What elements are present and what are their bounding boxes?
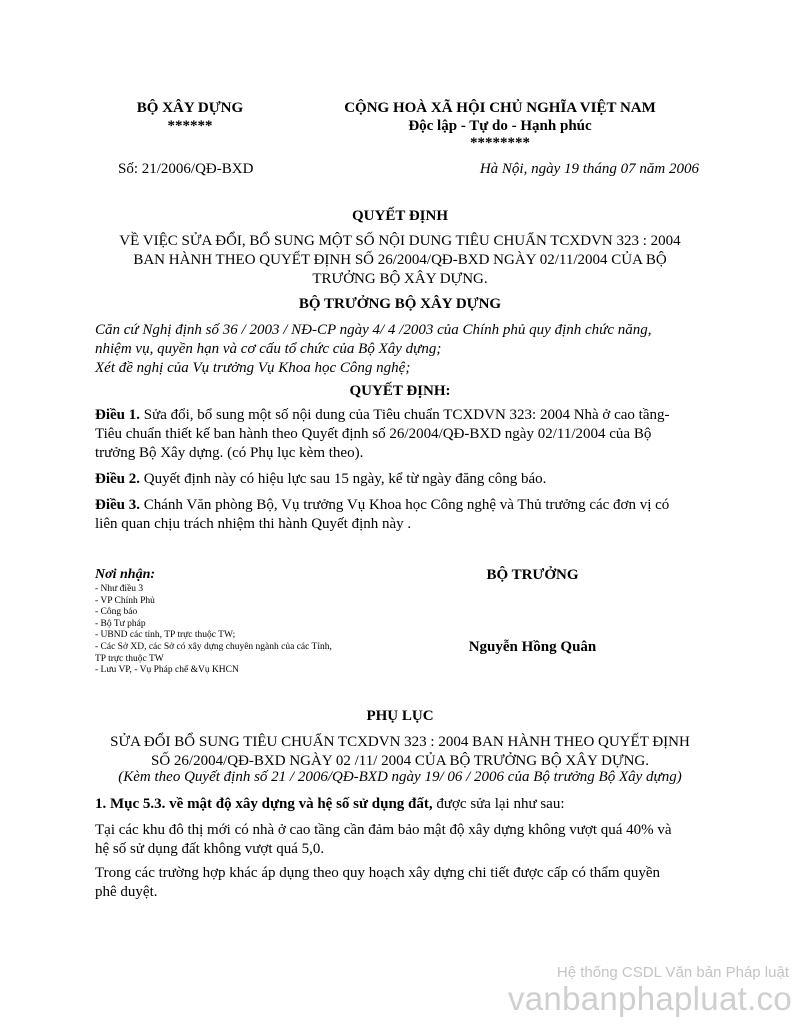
appendix-subtitle-line: SỬA ĐỔI BỔ SUNG TIÊU CHUẨN TCXDVN 323 : 2004 BAN HÀNH THEO QUYẾT ĐỊNH xyxy=(110,734,690,750)
decides-heading: QUYẾT ĐỊNH: xyxy=(349,383,451,399)
legal-basis xyxy=(95,321,715,378)
appendix-subtitle-line: SỐ 26/2004/QĐ-BXD NGÀY 02 /11/ 2004 CỦA BỘ TRƯỞNG BỘ XÂY DỰNG. xyxy=(150,753,650,769)
recipient-item: - UBND các tỉnh, TP trực thuộc TW; xyxy=(95,630,236,641)
article-text: trưởng Bộ Xây dựng. (có Phụ lục kèm theo). xyxy=(95,445,364,461)
ministry-name: BỘ XÂY DỰNG xyxy=(136,100,244,116)
article-1 xyxy=(95,406,715,463)
signer-position: BỘ TRƯỞNG xyxy=(486,567,579,583)
appendix-section-heading xyxy=(95,795,715,814)
article-text: liên quan chịu trách nhiệm thi hành Quyết định này . xyxy=(95,516,412,532)
subject-line: TRƯỞNG BỘ XÂY DỰNG. xyxy=(312,271,488,287)
motto-stars: ******** xyxy=(470,135,530,151)
article-text: Sửa đổi, bổ sung một số nội dung của Tiêu chuẩn TCXDVN 323: 2004 Nhà ở cao tầng- xyxy=(140,407,670,423)
decision-subject xyxy=(95,232,705,289)
paragraph-line: Trong các trường hợp khác áp dụng theo quy hoạch xây dựng chi tiết được cấp có thẩm quyền xyxy=(95,865,660,881)
recipient-item: - Lưu VP, - Vụ Pháp chế &Vụ KHCN xyxy=(95,665,239,676)
basis-line: Xét đề nghị của Vụ trưởng Vụ Khoa học Công nghệ; xyxy=(95,360,411,376)
place-date: Hà Nội, ngày 19 tháng 07 năm 2006 xyxy=(479,161,699,177)
appendix-paragraph-2 xyxy=(95,864,715,902)
appendix-paragraph-1 xyxy=(95,821,715,859)
appendix-subtitle xyxy=(85,733,715,771)
watermark-site: vanbanphapluat.co xyxy=(507,980,792,1017)
recipient-item: - Các Sở XD, các Sở có xây dựng chuyên ngành của các Tỉnh, xyxy=(95,641,332,652)
article-2 xyxy=(95,470,715,489)
document-number: Số: 21/2006/QĐ-BXD xyxy=(118,161,254,177)
article-text: Quyết định này có hiệu lực sau 15 ngày, kể từ ngày đăng công báo. xyxy=(140,471,547,487)
basis-line: Căn cứ Nghị định số 36 / 2003 / NĐ-CP ngày 4/ 4 /2003 của Chính phủ quy định chức năng, xyxy=(95,322,652,338)
article-text: Chánh Văn phòng Bộ, Vụ trưởng Vụ Khoa học Công nghệ và Thủ trưởng các đơn vị có xyxy=(140,497,670,513)
recipients-title: Nơi nhận: xyxy=(95,567,156,582)
article-label: Điều 3. xyxy=(95,497,140,513)
motto: Độc lập - Tự do - Hạnh phúc xyxy=(408,118,592,134)
appendix-title: PHỤ LỤC xyxy=(366,708,434,724)
basis-line: nhiệm vụ, quyền hạn và cơ cấu tổ chức của Bộ Xây dựng; xyxy=(95,341,442,357)
recipient-item: - VP Chính Phủ xyxy=(95,595,155,606)
article-text: Tiêu chuẩn thiết kế ban hành theo Quyết định số 26/2004/QĐ-BXD ngày 02/11/2004 của Bộ xyxy=(95,426,652,442)
paragraph-line: Tại các khu đô thị mới có nhà ở cao tầng cần đảm bảo mật độ xây dựng không vượt quá 40% và xyxy=(95,822,672,838)
article-3 xyxy=(95,496,715,534)
issuing-authority: BỘ TRƯỞNG BỘ XÂY DỰNG xyxy=(298,296,502,312)
recipient-item: - Công báo xyxy=(95,607,138,618)
subject-line: BAN HÀNH THEO QUYẾT ĐỊNH SỐ 26/2004/QĐ-BXD NGÀY 02/11/2004 CỦA BỘ xyxy=(133,252,667,268)
paragraph-line: phê duyệt. xyxy=(95,884,158,900)
recipients-list xyxy=(95,584,395,677)
section-title: 1. Mục 5.3. về mật độ xây dựng và hệ số sử dụng đất, xyxy=(95,796,433,812)
recipient-item: - Như điều 3 xyxy=(95,584,144,594)
recipient-item: - Bộ Tư pháp xyxy=(95,618,146,629)
section-title-rest: được sửa lại như sau: xyxy=(432,796,565,812)
ministry-stars: ****** xyxy=(167,118,213,134)
paragraph-line: hệ số sử dụng đất không vượt quá 5,0. xyxy=(95,841,325,857)
country-name: CỘNG HOÀ XÃ HỘI CHỦ NGHĨA VIỆT NAM xyxy=(344,100,656,116)
subject-line: VỀ VIỆC SỬA ĐỔI, BỔ SUNG MỘT SỐ NỘI DUNG TIÊU CHUẨN TCXDVN 323 : 2004 xyxy=(119,233,681,249)
watermark-caption: Hệ thống CSDL Văn bản Pháp luật xyxy=(556,964,789,981)
decision-title: QUYẾT ĐỊNH xyxy=(352,208,448,224)
signer-name: Nguyễn Hồng Quân xyxy=(468,639,597,655)
appendix-attachment-note: (Kèm theo Quyết định số 21 / 2006/QĐ-BXD ngày 19/ 06 / 2006 của Bộ trưởng Bộ Xây dựng) xyxy=(118,769,682,785)
article-label: Điều 1. xyxy=(95,407,140,423)
article-label: Điều 2. xyxy=(95,471,140,487)
recipient-item: TP trực thuộc TW xyxy=(95,653,164,664)
